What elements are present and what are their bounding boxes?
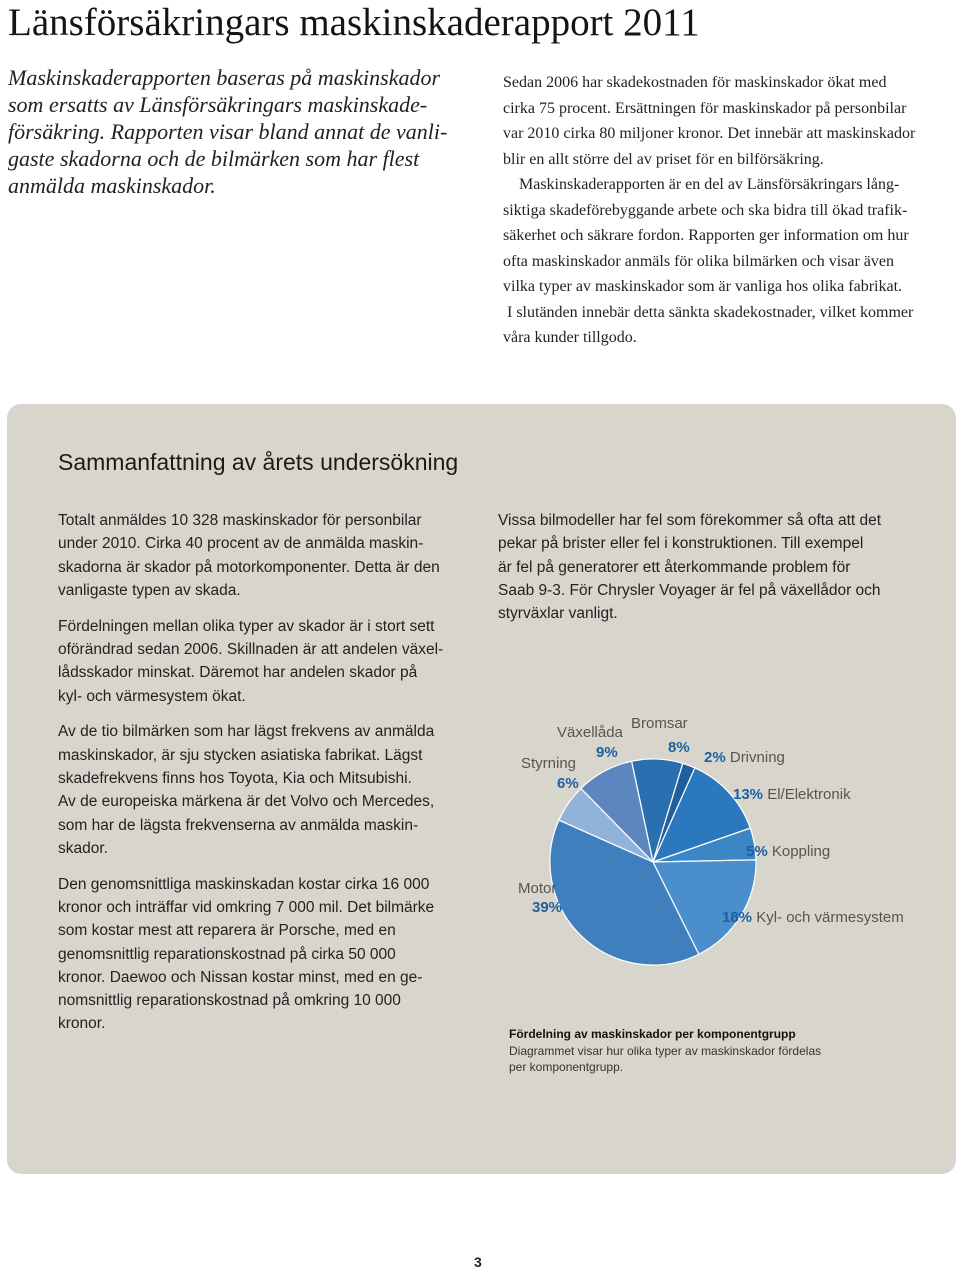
intro-body-line: var 2010 cirka 80 miljoner kronor. Det innebär att maskinskador (503, 125, 916, 142)
text-line: skadorna är skador på motorkomponenter. Detta är den (58, 558, 440, 576)
pie-chart (500, 715, 940, 1015)
slice-name: Kyl- och värmesystem (756, 909, 904, 926)
summary-paragraph (58, 509, 478, 602)
text-line: pekar på brister eller fel i konstruktionen. Till exempel (498, 535, 864, 553)
chart-caption (509, 1026, 889, 1076)
summary-paragraph (498, 509, 918, 625)
text-line: styrväxlar vanligt. (498, 605, 618, 623)
slice-pct: 18% (722, 909, 753, 926)
text-line: Vissa bilmodeller har fel som förekommer så ofta att det (498, 512, 882, 529)
slice-pct: 13% (733, 786, 764, 803)
pie-label-styrning: Styrning (521, 755, 577, 772)
intro-body-line: Sedan 2006 har skadekostnaden för maskinskador ökat med (503, 74, 887, 91)
text-line: Av de tio bilmärken som har lägst frekvens av anmälda (58, 723, 435, 741)
intro-body-line: Maskinskaderapporten är en del av Länsförsäkringars lång- (503, 176, 900, 193)
pie-label-motor: Motor (518, 880, 557, 897)
text-line: kronor och inträffar vid omkring 7 000 mil. Det bilmärke (58, 898, 435, 916)
intro-body-line: säkerhet och säkrare fordon. Rapporten ger information om hur (503, 227, 909, 244)
intro-body (503, 70, 958, 351)
page-number: 3 (474, 1254, 482, 1270)
pie-pct-motor: 39% (532, 899, 563, 916)
intro-lead-line: som ersatts av Länsförsäkringars maskinskade- (8, 92, 428, 117)
text-line: vanligaste typen av skada. (58, 581, 241, 599)
text-line: maskinskador, är sju stycken asiatiska fabrikat. Lägst (58, 746, 423, 764)
text-line: Av de europeiska märkena är det Volvo och Mercedes, (58, 793, 435, 811)
pie-label-el (733, 786, 851, 803)
text-line: skador. (58, 839, 108, 857)
intro-lead-line: anmälda maskinskador. (8, 173, 216, 198)
pie-pct-bromsar: 8% (668, 739, 690, 756)
intro-lead-line: Maskinskaderapporten baseras på maskinskador (8, 65, 441, 90)
intro-body-line: våra kunder tillgodo. (503, 329, 637, 346)
pie-pct-vaxellada: 9% (596, 744, 618, 761)
summary-paragraph (58, 615, 478, 708)
text-line: som har de lägsta frekvenserna av anmälda maskin- (58, 816, 419, 834)
text-line: Fördelningen mellan olika typer av skador är i stort sett (58, 617, 435, 635)
text-line: är fel på generatorer ett återkommande problem för (498, 558, 851, 576)
text-line: kronor. (58, 1015, 106, 1033)
text-line: lådsskador minskat. Däremot har andelen skador på (58, 664, 418, 682)
intro-body-line: siktiga skadeförebyggande arbete och ska bidra till ökad trafik- (503, 201, 908, 219)
slice-name: El/Elektronik (767, 786, 851, 803)
pie-label-drivning (704, 749, 785, 766)
chart-title: Fördelning av maskinskador per komponentgrupp (509, 1027, 796, 1041)
text-line: Den genomsnittliga maskinskadan kostar cirka 16 000 (58, 875, 430, 893)
intro-lead-line: gaste skadorna och de bilmärken som har flest (8, 146, 420, 171)
summary-paragraph (58, 720, 478, 860)
intro-body-line: cirka 75 procent. Ersättningen för maskinskador på personbilar (503, 99, 907, 117)
slice-name: Koppling (771, 843, 831, 860)
pie-label-vaxellada: Växellåda (557, 724, 623, 741)
pie-label-koppling (746, 843, 830, 860)
intro-body-line: vilka typer av maskinskador som är vanliga hos olika fabrikat. (503, 278, 903, 295)
chart-subtitle: Diagrammet visar hur olika typer av maskinskador fördelas (509, 1043, 822, 1058)
text-line: under 2010. Cirka 40 procent av de anmälda maskin- (58, 535, 424, 553)
text-line: Totalt anmäldes 10 328 maskinskador för personbilar (58, 512, 422, 529)
summary-title: Sammanfattning av årets undersökning (58, 449, 459, 475)
pie-label-kyl (722, 909, 904, 926)
page-title: Länsförsäkringars maskinskaderapport 2011 (8, 1, 700, 44)
slice-pct: 2% (704, 749, 726, 766)
text-line: oförändrad sedan 2006. Skillnaden är att andelen växel- (58, 640, 444, 658)
text-line: kyl- och värmesystem ökat. (58, 687, 246, 705)
text-line: Saab 9-3. För Chrysler Voyager är fel på växellådor och (498, 581, 881, 599)
chart-subtitle: per komponentgrupp. (509, 1060, 624, 1074)
summary-paragraph (58, 873, 478, 1036)
slice-name: Drivning (729, 749, 785, 766)
slice-pct: 5% (746, 843, 768, 860)
text-line: genomsnittlig reparationskostnad på cirka 50 000 (58, 945, 396, 963)
intro-body-line: ofta maskinskador anmäls för olika bilmärken och visar även (503, 252, 894, 270)
summary-right-column (498, 509, 918, 638)
intro-lead-line: försäkring. Rapporten visar bland annat de vanli- (8, 119, 448, 144)
intro-body-line: I slutänden innebär detta sänkta skadekostnader, vilket kommer (503, 303, 914, 321)
text-line: kronor. Daewoo och Nissan kostar minst, med en ge- (58, 968, 423, 986)
pie-pct-styrning: 6% (557, 775, 579, 792)
pie-label-bromsar (631, 715, 688, 732)
slice-name: Bromsar (631, 715, 688, 732)
summary-left-column (58, 509, 478, 1048)
intro-body-line: blir en allt större del av priset för en bilförsäkring. (503, 150, 824, 168)
text-line: skadefrekvens finns hos Toyota, Kia och Mitsubishi. (58, 769, 412, 787)
text-line: nomsnittlig reparationskostnad på omkring 10 000 (58, 992, 401, 1010)
text-line: som kostar mest att reparera är Porsche, med en (58, 922, 396, 940)
intro-lead (8, 64, 478, 199)
